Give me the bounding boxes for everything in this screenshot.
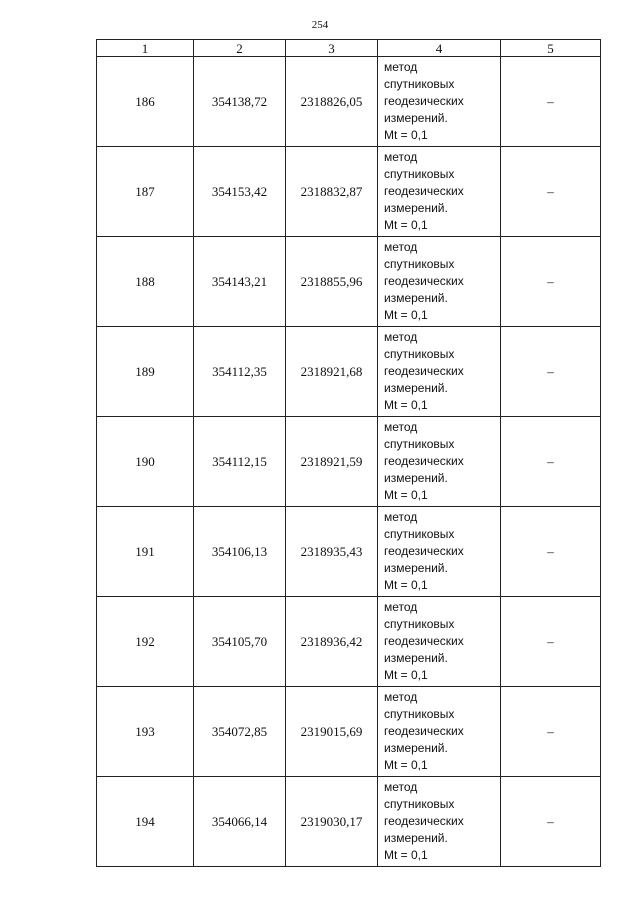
- table-body: [97, 57, 601, 867]
- note-cell: –: [501, 417, 601, 507]
- method-line: измерений.: [384, 741, 448, 755]
- method-line: спутниковых: [384, 617, 455, 631]
- point-number-cell: 192: [97, 597, 194, 687]
- method-line: геодезических: [384, 724, 464, 738]
- table-row: [97, 327, 601, 417]
- table-row: [97, 777, 601, 867]
- note-cell: –: [501, 237, 601, 327]
- column-header-2: 2: [194, 40, 286, 57]
- method-line: Mt = 0,1: [384, 128, 428, 142]
- method-line: измерений.: [384, 201, 448, 215]
- point-number-cell: 188: [97, 237, 194, 327]
- method-line: геодезических: [384, 814, 464, 828]
- table-row: [97, 417, 601, 507]
- x-coordinate-cell: 354112,15: [194, 417, 286, 507]
- x-coordinate-cell: 354143,21: [194, 237, 286, 327]
- table-row: [97, 237, 601, 327]
- table-row: [97, 507, 601, 597]
- method-line: метод: [384, 600, 418, 614]
- note-cell: –: [501, 147, 601, 237]
- x-coordinate-cell: 354105,70: [194, 597, 286, 687]
- method-line: спутниковых: [384, 77, 455, 91]
- column-header-1: 1: [97, 40, 194, 57]
- method-cell: [378, 777, 501, 867]
- method-line: измерений.: [384, 831, 448, 845]
- x-coordinate-cell: 354106,13: [194, 507, 286, 597]
- method-line: метод: [384, 420, 418, 434]
- method-line: геодезических: [384, 454, 464, 468]
- method-cell: [378, 417, 501, 507]
- y-coordinate-cell: 2318855,96: [286, 237, 378, 327]
- method-cell: [378, 687, 501, 777]
- method-line: метод: [384, 330, 418, 344]
- method-line: измерений.: [384, 561, 448, 575]
- method-line: спутниковых: [384, 257, 455, 271]
- point-number-cell: 193: [97, 687, 194, 777]
- column-header-3: 3: [286, 40, 378, 57]
- method-cell: [378, 597, 501, 687]
- method-line: Mt = 0,1: [384, 398, 428, 412]
- point-number-cell: 187: [97, 147, 194, 237]
- method-line: измерений.: [384, 651, 448, 665]
- point-number-cell: 189: [97, 327, 194, 417]
- note-cell: –: [501, 597, 601, 687]
- table-header-row: [97, 40, 601, 57]
- page-number: 254: [311, 19, 329, 31]
- point-number-cell: 186: [97, 57, 194, 147]
- method-line: измерений.: [384, 111, 448, 125]
- y-coordinate-cell: 2318832,87: [286, 147, 378, 237]
- note-cell: –: [501, 507, 601, 597]
- method-line: Mt = 0,1: [384, 578, 428, 592]
- method-line: метод: [384, 510, 418, 524]
- point-number-cell: 191: [97, 507, 194, 597]
- method-cell: [378, 327, 501, 417]
- table-row: [97, 147, 601, 237]
- method-line: измерений.: [384, 291, 448, 305]
- method-line: геодезических: [384, 364, 464, 378]
- method-line: Mt = 0,1: [384, 218, 428, 232]
- method-line: геодезических: [384, 274, 464, 288]
- method-line: геодезических: [384, 634, 464, 648]
- method-cell: [378, 57, 501, 147]
- y-coordinate-cell: 2319030,17: [286, 777, 378, 867]
- column-header-4: 4: [378, 40, 501, 57]
- note-cell: –: [501, 777, 601, 867]
- method-line: Mt = 0,1: [384, 488, 428, 502]
- method-cell: [378, 147, 501, 237]
- table-row: [97, 687, 601, 777]
- method-line: спутниковых: [384, 797, 455, 811]
- table-row: [97, 597, 601, 687]
- point-number-cell: 190: [97, 417, 194, 507]
- method-line: геодезических: [384, 94, 464, 108]
- method-cell: [378, 237, 501, 327]
- method-line: геодезических: [384, 184, 464, 198]
- method-line: Mt = 0,1: [384, 668, 428, 682]
- method-line: метод: [384, 150, 418, 164]
- y-coordinate-cell: 2318936,42: [286, 597, 378, 687]
- column-header-5: 5: [501, 40, 601, 57]
- method-line: метод: [384, 780, 418, 794]
- y-coordinate-cell: 2318921,59: [286, 417, 378, 507]
- method-line: метод: [384, 690, 418, 704]
- method-line: спутниковых: [384, 707, 455, 721]
- note-cell: –: [501, 57, 601, 147]
- method-line: Mt = 0,1: [384, 848, 428, 862]
- point-number-cell: 194: [97, 777, 194, 867]
- method-line: метод: [384, 60, 418, 74]
- method-line: метод: [384, 240, 418, 254]
- table-row: [97, 57, 601, 147]
- method-line: спутниковых: [384, 437, 455, 451]
- x-coordinate-cell: 354138,72: [194, 57, 286, 147]
- note-cell: –: [501, 687, 601, 777]
- coordinates-table: [96, 39, 601, 867]
- method-line: геодезических: [384, 544, 464, 558]
- method-line: Mt = 0,1: [384, 758, 428, 772]
- x-coordinate-cell: 354153,42: [194, 147, 286, 237]
- y-coordinate-cell: 2318921,68: [286, 327, 378, 417]
- y-coordinate-cell: 2318935,43: [286, 507, 378, 597]
- method-line: спутниковых: [384, 167, 455, 181]
- note-cell: –: [501, 327, 601, 417]
- method-line: Mt = 0,1: [384, 308, 428, 322]
- method-line: измерений.: [384, 471, 448, 485]
- y-coordinate-cell: 2319015,69: [286, 687, 378, 777]
- method-line: спутниковых: [384, 347, 455, 361]
- x-coordinate-cell: 354112,35: [194, 327, 286, 417]
- method-line: измерений.: [384, 381, 448, 395]
- y-coordinate-cell: 2318826,05: [286, 57, 378, 147]
- method-cell: [378, 507, 501, 597]
- x-coordinate-cell: 354072,85: [194, 687, 286, 777]
- x-coordinate-cell: 354066,14: [194, 777, 286, 867]
- method-line: спутниковых: [384, 527, 455, 541]
